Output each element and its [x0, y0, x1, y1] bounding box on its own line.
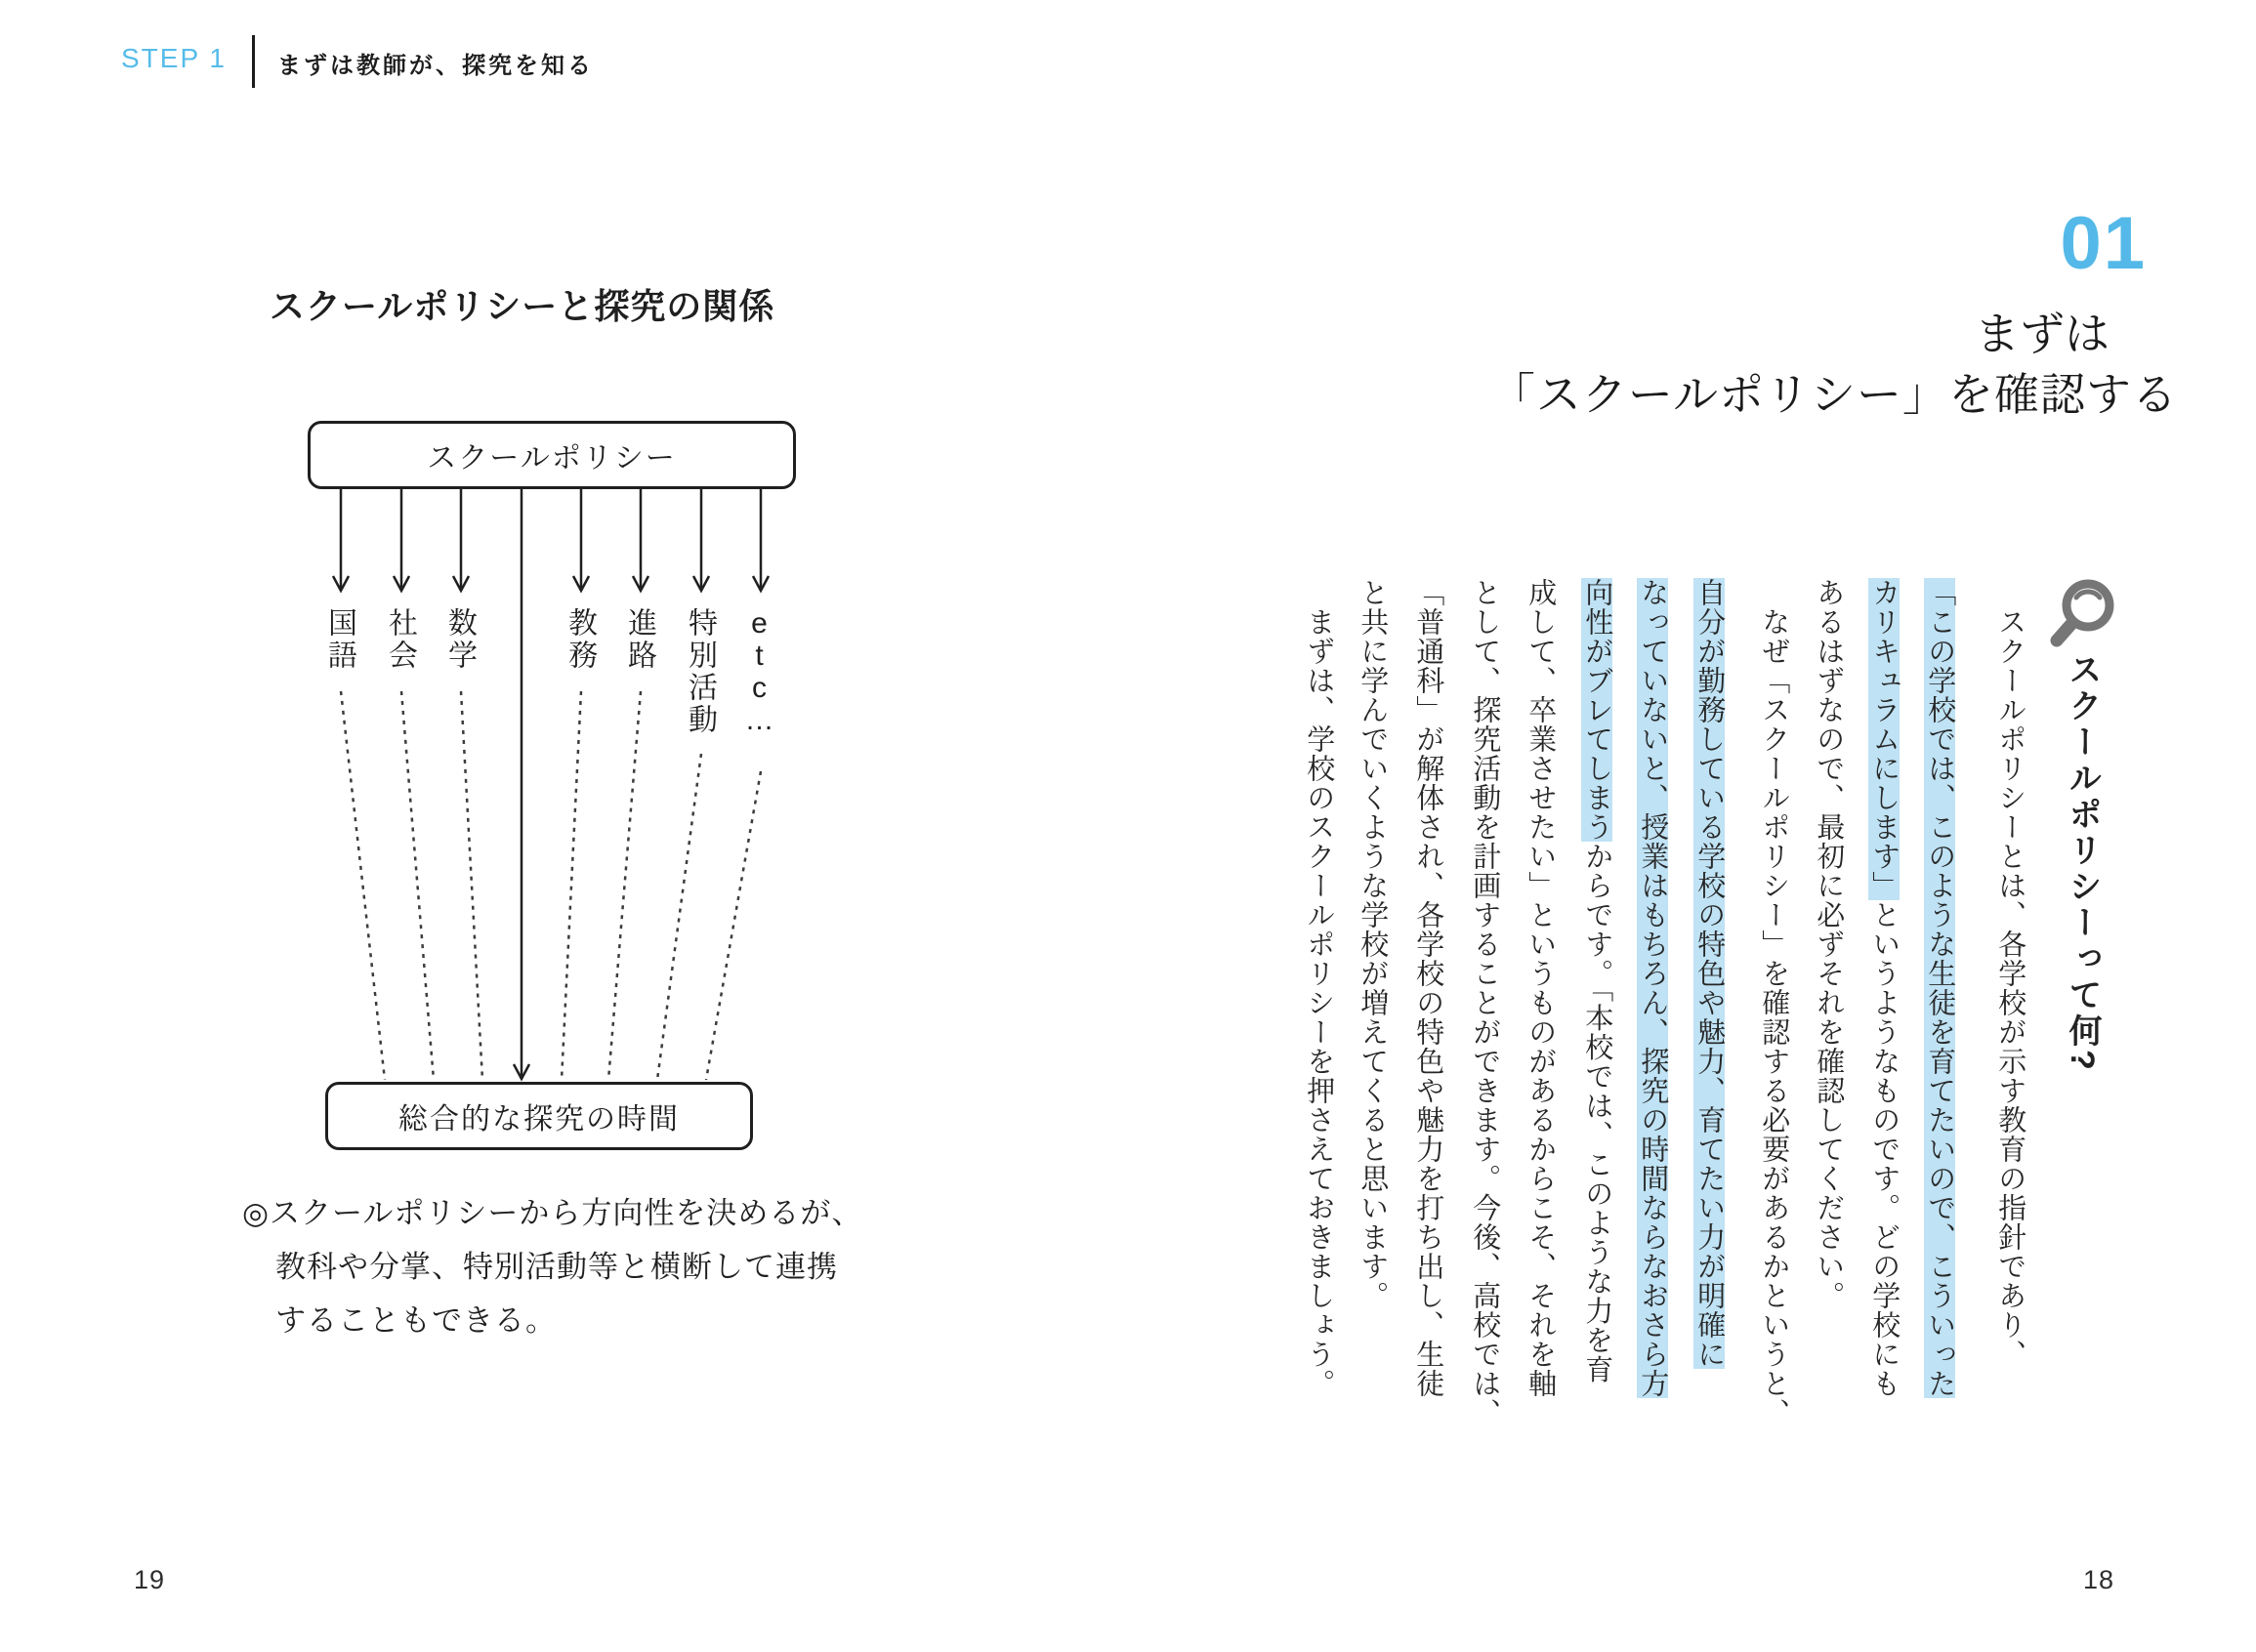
body-column-12: と共に学んでいくような学校が増えてくると思います。 [1357, 578, 1389, 1310]
step-title: まずは教師が、探究を知る [277, 53, 594, 79]
article-number: 01 [2060, 202, 2147, 285]
body-column-4: あるはずなので、最初に必ずそれを確認してください。 [1813, 578, 1845, 1310]
branch-label-etc: etc… [743, 607, 775, 736]
step-label: STEP 1 [121, 43, 227, 73]
body-column-13: まずは、学校のスクールポリシーを押さえておきましょう。 [1303, 607, 1335, 1398]
body-column-7: なっていないと、授業はもちろん、探究の時間ならなおさら方 [1637, 578, 1669, 1398]
body-column-8: 向性がブレてしまうからです。「本校では、このような力を育 [1581, 578, 1613, 1384]
dotted-link [706, 771, 761, 1080]
caption-line: ◎スクールポリシーから方向性を決めるが、 [242, 1196, 863, 1230]
section-heading: スクールポリシーって何? [2064, 652, 2101, 1073]
branch-label-kokugo: 国語 [323, 607, 355, 672]
diagram-top-box: スクールポリシー [308, 421, 796, 489]
body-column-2: 「この学校では、このような生徒を育てたいので、こういった [1924, 578, 1956, 1398]
article-title-line1: まずは [1975, 310, 2110, 359]
article-title-line2: 「スクールポリシー」を確認する [1489, 370, 2178, 420]
body-column-1: スクールポリシーとは、各学校が示す教育の指針であり、 [1994, 607, 2026, 1369]
dotted-link [657, 754, 701, 1080]
diagram-caption [242, 1186, 862, 1347]
body-column-9: 成して、卒業させたい」というものがあるからこそ、それを軸 [1525, 578, 1557, 1398]
dotted-link [562, 691, 581, 1080]
body-column-10: として、探究活動を計画することができます。今後、高校では、 [1469, 578, 1501, 1427]
body-column-11: 「普通科」が解体され、各学校の特色や魅力を打ち出し、生徒 [1412, 578, 1444, 1398]
page-number-left: 19 [134, 1565, 166, 1594]
branch-label-tokkatsu: 特別活動 [684, 607, 716, 736]
branch-label-shinro: 進路 [623, 607, 655, 672]
dotted-link [461, 691, 482, 1080]
branch-label-sugaku: 数学 [443, 607, 476, 672]
page-number-right: 18 [2083, 1565, 2115, 1594]
article-title [1490, 305, 2178, 426]
dotted-link [401, 691, 434, 1080]
body-column-3: カリキュラムにします」というようなものです。どの学校にも [1868, 578, 1901, 1398]
magnifier-icon [2045, 576, 2119, 660]
diagram-bottom-box: 総合的な探究の時間 [325, 1082, 753, 1150]
body-column-5: なぜ「スクールポリシー」を確認する必要があるかというと、 [1758, 607, 1790, 1427]
dotted-link [341, 691, 385, 1080]
caption-line: することもできる。 [275, 1303, 557, 1338]
branch-label-shakai: 社会 [384, 607, 416, 672]
body-column-6: 自分が勤務している学校の特色や魅力、育てたい力が明確に [1693, 578, 1726, 1369]
branch-label-kyomu: 教務 [564, 607, 596, 672]
diagram-title: スクールポリシーと探究の関係 [270, 286, 775, 326]
caption-line: 教科や分掌、特別活動等と横断して連携 [275, 1250, 838, 1284]
dotted-link [608, 691, 641, 1080]
